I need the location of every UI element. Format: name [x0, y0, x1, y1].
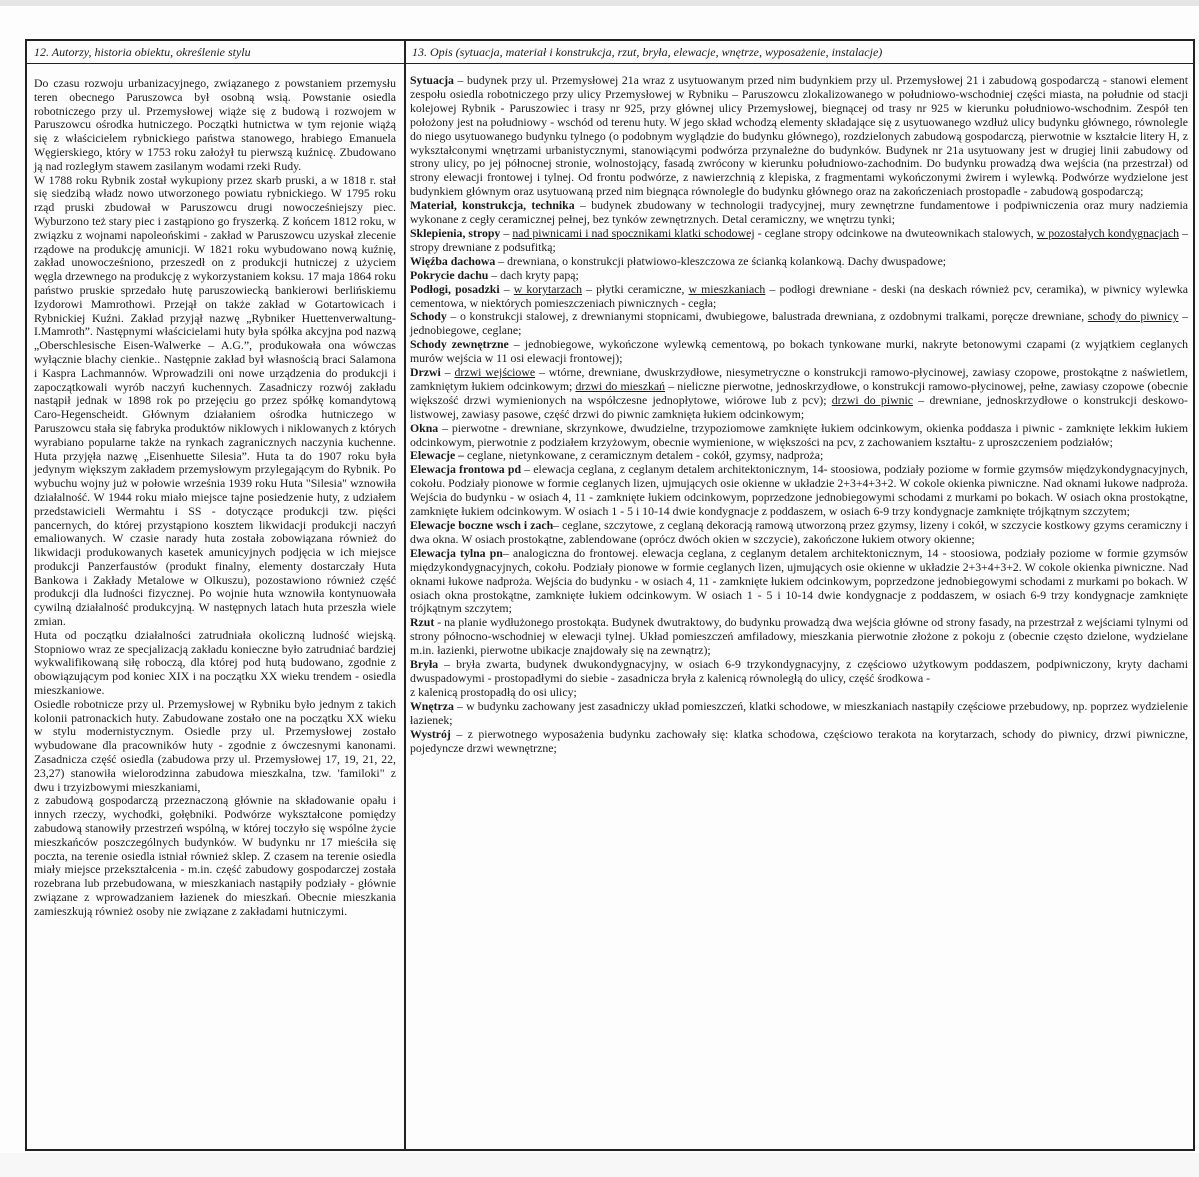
description-text-column	[410, 74, 1188, 755]
section-term: Wnętrza	[410, 698, 454, 713]
section-okna	[410, 422, 1188, 450]
section-term: Elewacja frontowa pd	[410, 462, 522, 477]
section-text: – jednobiegowe, wykończone wylewką cementową, po bokach tynkowane murki, nakryte betonowymi czapami (z wyjątkiem ceglanych murów wejścia w 11 osi elewacji frontowej);	[410, 337, 1188, 366]
section-term: Więźba dachowa	[410, 253, 496, 268]
section-text: – stropy drewniane z podsufitką;	[410, 225, 1188, 254]
section-podlogi	[410, 283, 1188, 311]
section-text: – o konstrukcji stalowej, z drewnianymi stopnicami, dwubiegowe, balustrada drewniana, z ozdobnymi tralkami, poręcze drewniane,	[446, 309, 1088, 324]
section-elewacje-boczne	[410, 519, 1188, 547]
section-term: Sklepienia, stropy	[410, 225, 501, 240]
section-term: Materiał, konstrukcja, technika	[410, 198, 575, 213]
section-underlined: w mieszkaniach	[688, 281, 766, 296]
section-drzwi	[410, 366, 1188, 422]
left-column-heading: 12. Autorzy, historia obiektu, określenie stylu	[34, 45, 251, 59]
section-term: Rzut	[410, 615, 435, 630]
scan-bottom-edge	[0, 1153, 1199, 1177]
section-text: z kalenicą prostopadłą do osi ulicy;	[410, 684, 577, 699]
section-text: – budynek zbudowany w technologii tradycyjnej, mury zewnętrzne fundamentowe i podpiwniczenia oraz mury nadziemia wykonane z cegły ceramicznej pełnej, bez tynków zewnętrznych. Detal ceramiczny, we wnętrzu tynki;	[410, 198, 1188, 227]
section-underlined: w pozostałych kondygnacjach	[1036, 225, 1180, 240]
section-term: Drzwi	[410, 365, 441, 380]
section-elewacja-frontowa	[410, 463, 1188, 519]
section-term: Elewacje boczne wsch i zach	[410, 518, 554, 532]
section-term: Wystrój	[410, 726, 451, 741]
section-text: – podłogi drewniane - deski (na deskach również pcv, ceramika), w piwnicy wylewka cementowa, w niektórych pomieszczeniach piwnicznych - cegła;	[410, 281, 1188, 310]
history-paragraph: Huta od początku działalności zatrudniała okoliczną ludność wiejską. Stopniowo wraz ze specjalizacją zakładu konieczne było zatrudniać bardziej wykwalifikowaną siłę roboczą, dla której pod hutą budowano, zgodnie z obowiązującym pod koniec XIX i na początku XX wieku trendem - osiedla mieszkaniowe.	[34, 627, 396, 698]
section-text: – drewniana, o konstrukcji płatwiowo-kleszczowa ze ścianką kolankową. Dachy dwuspadowe;	[495, 253, 947, 268]
section-wnetrza	[410, 700, 1188, 728]
history-paragraph: W 1788 roku Rybnik został wykupiony przez skarb pruski, a w 1818 r. stał się siedzibą władz nowo utworzonego powiatu rybnickiego. W 1795 roku rząd pruski zbudował w Paruszowcu drugi nowocześniejszy piec. Wyburzono też stary piec i zastąpiono go fryszerką. Z końcem 1812 roku, w związku z wojnami napoleońskimi - zakład w Paruszowcu uzyskał zlecenie rządowe na produkcję amunicji. W 1821 roku wybudowano nową kuźnię, zakład unowocześniono, przeszedł on z produkcji hutniczej z użyciem węgla drzewnego na produkcję z wykorzystaniem koksu. 17 maja 1864 roku państwo pruskie sprzedało hutę paruszowiecką bankierowi berlińskiemu Izydorowi Mamrothowi. Przejął on także zakład w Gotartowicach i Rybnickiej Kuźni. Zakład przyjął nazwę „Rybniker Huettenverwaltung- I.Mamroth”. Następnymi właścicielami huty była spółka akcyjna pod nazwą „Oberschlesische Eisen-Walwerke – A.G.”, produkowała ona wówczas wyłącznie blachy cienkie.. Następnie zakład był własnością braci Salamona i Kaspra Lachmannów. Wprowadzili oni nowe urządzenia do produkcji i zapoczątkowali wyrób naczyń kuchennych. Zasadniczy rozwój zakładu nastąpił jednak w 1898 rok po przejęciu go przez spółkę komandytową Caro-Hegenscheidt. Głównym działaniem ośrodka hutniczego w Paruszowcu stała się fabryka produktów niklowych i niklowanych z których wyrabiano popularne także na rynkach zagranicznych naczynia kuchenne. Huta przyjęła nazwę „Eisenhuette Silesia”. Huta ta do 1907 roku była jedynym większym zakładem przemysłowym przylegającym do Rybnik. Po wybuchu wojny już w połowie września 1939 roku Huta "Silesia" wznowiła działalność. W 1944 roku miało miejsce tajne posiedzenie huty, z udziałem przedstawicieli Wermahtu i SS - dotyczące produkcji tzw. pięści pancernych, do której przystąpiono kosztem likwidacji produkcji naczyń emaliowanych. W czasie narady huta została zobowiązana również do likwidacji produkowanych kasetek amunicyjnych podjęcia w ich miejsce produkcji Panzerfaustów (produkt finalny, elementy dostarczały Huta Bankowa i Zakłady Metalowe w Olkuszu), pozostawiono również część produkcji dla ludności fizycznej. Po wojnie huta wznowiła kontynuowała cywilną działalność produkcyjną. W następnych latach huta przeszła wiele zmian.	[34, 172, 396, 629]
section-sytuacja	[410, 74, 1188, 199]
section-text: – pierwotne - drewniane, skrzynkowe, dwudzielne, trzypoziomowe zamknięte łukiem odcinkowym, okienka poddasza i piwnic - zamknięte lekkim łukiem odcinkowym, pierwotnie z podziałem krzyżowym, obecnie wymienione, w większości na pcv, z zachowaniem kształtu- z uproszczeniem podziałów;	[410, 420, 1188, 449]
section-schody	[410, 310, 1188, 338]
section-term: Pokrycie dachu	[410, 267, 489, 282]
section-schody-zewnetrzne	[410, 338, 1188, 366]
section-elewacja-tylna	[410, 547, 1188, 617]
scan-top-edge	[0, 0, 1199, 6]
section-wystroj	[410, 728, 1188, 756]
section-text: - ceglane stropy odcinkowe na dwuteownikach stalowych,	[754, 225, 1037, 240]
column-divider	[404, 41, 406, 1149]
section-text: – jednobiegowe, ceglane;	[410, 309, 1188, 338]
section-rzut	[410, 616, 1188, 658]
section-pokrycie	[410, 269, 1188, 283]
section-underlined: w korytarzach	[513, 281, 583, 296]
section-term: Elewacja tylna pn	[410, 545, 503, 560]
section-text: – drewniane, jednoskrzydłowe o konstrukcji deskowo-listwowej, zawiasy pasowe, część drzwi do piwnic zamknięta łukiem odcinkowym;	[410, 392, 1188, 421]
section-underlined: nad piwnicami i nad spocznikami klatki schodowej	[512, 225, 755, 240]
section-term: Schody	[410, 309, 447, 324]
section-text: – wtórne, drewniane, dwuskrzydłowe, niesymetryczne o konstrukcji ramowo-płycinowej, zawiasy czopowe, prostokątne z naświetlem, zamkniętym łukiem odcinkowym;	[410, 365, 1188, 393]
section-text: – budynek przy ul. Przemysłowej 21a wraz z usytuowanym przed nim budynkiem przy ul. Przemysłowej 21 i zabudową gospodarczą - stanowi element zespołu osiedla robotniczego przy ulicy Przemysłowej w Rybniku – Paruszowcu zlokalizowanego w południowo-wschodniej części miasta, na południe od stacji kolejowej Rybnik - Paruszowiec i trasy nr 925, przy głównej ulicy Przemysłowej, biegnącej od trasy nr 925 w kierunku południowo-wschodnim. Zespół ten położony jest na południowy - wschód od terenu huty. W jego skład wchodzą elementy składające się z usytuowanego wzdłuż ulicy budynku głównego, równolegle do niego usytuowanego budynku tylnego (o podobnym wyglądzie do budynku głównego), rozdzielonych zabudową gospodarczą, pierwotnie w kształcie litery H, z wykształconymi wnętrzami urbanistycznymi, stanowiącymi podwórza przynależne do budynków. Budynek nr 21a usytuowany jest w drugiej linii zabudowy od strony ulicy, po jej północnej stronie, wolnostojący, fasadą zwrócony w kierunku południowo-zachodnim. Do budynku prowadzą dwa wejścia (na przestrzał) od strony elewacji frontowej i tylnej. Od frontu podwórze, z nawierzchnią z klepiska, z fragmentami wykończonymi żwirem i wylewką. Podwórze wydzielone jest budynkiem głównym oraz usytuowaną przed nim biegnąca równolegle do budynku głównego oraz na zakończeniach prostopadle - zabudową gospodarczą;	[410, 73, 1188, 199]
section-text: – analogiczna do frontowej. elewacja ceglana, z ceglanym detalem architektonicznym, 14 - stoosiowa, podziały poziome w formie gzymsów międzykondygnacyjnych, cokołu. Podziały pionowe w formie ceglanych lizen, ujmujących osie okienne w układzie 2+3+4+3+2. W cokole okienka piwniczne. Nad oknami łukowe nadproża. Wejścia do budynku - w osiach 4, 11 - zamknięte łukiem odcinkowym, poprzedzone jednobiegowymi schodami z murkami po bokach. W osiach okna prostokątne, zamknięte łukiem odcinkowym. W osiach 1 - 5 i 10-14 dwie kondygnacje z poddaszem, w osiach 6-9 trzy kondygnacje zamknięte trójkątnym szczytem;	[410, 545, 1188, 616]
section-term: Elewacje –	[410, 448, 465, 463]
section-elewacje	[410, 449, 1188, 463]
section-text: - na planie wydłużonego prostokąta. Budynek dwutraktowy, do budynku prowadzą dwa wejścia główne od strony fasady, na przestrzał z wejściami tylnymi od strony północno-wschodniej w elewacji tylnej. Układ pomieszczeń amfiladowy, mieszkania pierwotnie złożone z pokoju z (obecnie często dzielone, wydzielane m.in. łazienki, pierwotne ubikacje znajdowały się na zewnątrz);	[410, 615, 1188, 658]
history-text-column	[34, 77, 396, 919]
section-underlined: drzwi do mieszkań	[575, 378, 666, 393]
section-term: Bryła	[410, 657, 439, 672]
section-term: Podłogi, posadzki	[410, 281, 500, 296]
section-text: – elewacja ceglana, z ceglanym detalem architektonicznym, 14- stoosiowa, podziały poziome w formie gzymsów międzykondygnacyjnych, cokołu. Podziały pionowe w formie ceglanych lizen, ujmujących osie okienne w układzie 2+3+4+3+2. W cokole okienka piwniczne. Nad oknami łukowe nadproża. Wejścia do budynku - w osiach 4, 11 - zamknięte łukiem odcinkowym, poprzedzone jednobiegowymi schodami z murkami po bokach. W osiach okna prostokątne, zamknięte łukiem odcinkowym. W osiach 1 - 5 i 10-14 dwie kondygnacje z poddaszem, w osiach 6-9 trzy kondygnacje zamknięte trójkątnym szczytem;	[410, 462, 1188, 519]
section-text: –	[500, 225, 513, 240]
form-sheet	[25, 39, 1195, 1151]
section-underlined: schody do piwnicy	[1087, 309, 1179, 324]
section-material	[410, 199, 1188, 227]
section-term: Sytuacja	[410, 73, 454, 87]
section-text: –	[499, 281, 514, 296]
right-column-heading: 13. Opis (sytuacja, materiał i konstrukcja, rzut, bryła, elewacje, wnętrze, wyposażenie, instalacje)	[412, 45, 883, 59]
section-bryla	[410, 658, 1188, 700]
history-paragraph: Do czasu rozwoju urbanizacyjnego, związanego z powstaniem przemysłu teren obecnego Paruszowca był osobną wsią. Powstanie osiedla robotniczego przy ul. Przemysłowej wiąże się z budową i rozwojem w Paruszowcu ośrodka hutniczego. Początki hutnictwa w tym rejonie wiążą się z właścicielem rybnickiego państwa stanowego, hrabiego Emanuela Węgierskiego, który w 1753 roku założył tu pierwszą kuźnicę. Zbudowano ją nad rozległym stawem zasilanym wodami rzeki Rudy.	[34, 76, 396, 173]
section-text: – dach kryty papą;	[488, 267, 579, 282]
section-text: – płytki ceramiczne,	[582, 281, 689, 296]
section-term: Schody zewnętrzne	[410, 337, 509, 352]
section-text: – nieliczne pierwotne, jednoskrzydłowe, o konstrukcji ramowo-płycinowej, pełne, zawiasy czopowe (obecnie większość drzwi wymienionych na współczesne jednopłytowe, wiórowe lub z pcv);	[410, 378, 1188, 407]
section-wiezba	[410, 255, 1188, 269]
section-text: – z pierwotnego wyposażenia budynku zachowały się: klatka schodowa, częściowo terakota na korytarzach, schody do piwnicy, drzwi piwniczne, pojedyncze drzwi wewnętrzne;	[410, 726, 1188, 755]
history-paragraph: z zabudową gospodarczą przeznaczoną głównie na składowanie opału i innych rzeczy, wychodki, gołębniki. Podwórze wykształcone pomiędzy zabudową stanowiły przestrzeń wspólną, w której toczyło się wspólne życie mieszkańców poszczególnych budynków. W budynku nr 17 mieściła się poczta, na terenie osiedla istniał również sklep. Z czasem na terenie osiedla miały miejsce przekształcenia - m.in. część zabudowy gospodarczej została rozebrana lub przebudowana, w mieszkaniach nastąpiły podziały - głównie związane z wprowadzaniem łazienek do mieszkań. Obecnie mieszkania zamieszkują również osoby nie związane z zakładami hutniczymi.	[34, 793, 396, 918]
section-text: – w budynku zachowany jest zasadniczy układ pomieszczeń, klatki schodowe, w mieszkaniach nastąpiły częściowe przebudowy, np. poprzez wydzielenie łazienek;	[410, 698, 1188, 727]
section-text: ceglane, nietynkowane, z ceramicznym detalem - cokół, gzymsy, nadproża;	[464, 448, 824, 463]
section-text: – ceglane, szczytowe, z ceglaną dekoracją ramową utworzoną przez gzymsy, lizeny i cokół, w szczycie kostkowy gzyms ceramiczny i dwa okna. W osiach prostokątne, zablendowane (oprócz dwóch okien w szczycie), zakończone łukiem otwory okienne;	[410, 518, 1189, 546]
section-underlined: drzwi do piwnic	[831, 392, 914, 407]
section-underlined: drzwi wejściowe	[454, 365, 536, 380]
history-paragraph: Osiedle robotnicze przy ul. Przemysłowej w Rybniku było jednym z takich kolonii patronackich huty. Zabudowane zostało one na początku XX wieku w stylu modernistycznym. Osiedle przy ul. Przemysłowej zostało wybudowane dla pracowników huty - zgodnie z ówczesnymi kanonami. Zasadnicza część osiedla (zabudowa przy ul. Przemysłowej 17, 19, 21, 22, 23,27) stanowiła wielorodzinna zabudowa mieszkalna, tzw. 'familoki" z dwu i trzyizbowymi mieszkaniami,	[34, 696, 396, 794]
section-text: –	[440, 365, 455, 380]
section-term: Okna	[410, 420, 439, 435]
section-sklepienia	[410, 227, 1188, 255]
header-rule	[27, 63, 1193, 64]
section-text: – bryła zwarta, budynek dwukondygnacyjny, w osiach 6-9 trzykondygnacyjny, z częściowo użytkowym poddaszem, podpiwniczony, kryty dachami dwuspadowymi - prostopadłymi do siebie - zasadnicza bryła z kalenicą równoległą do ulicy, część środkowa -	[410, 657, 1188, 685]
